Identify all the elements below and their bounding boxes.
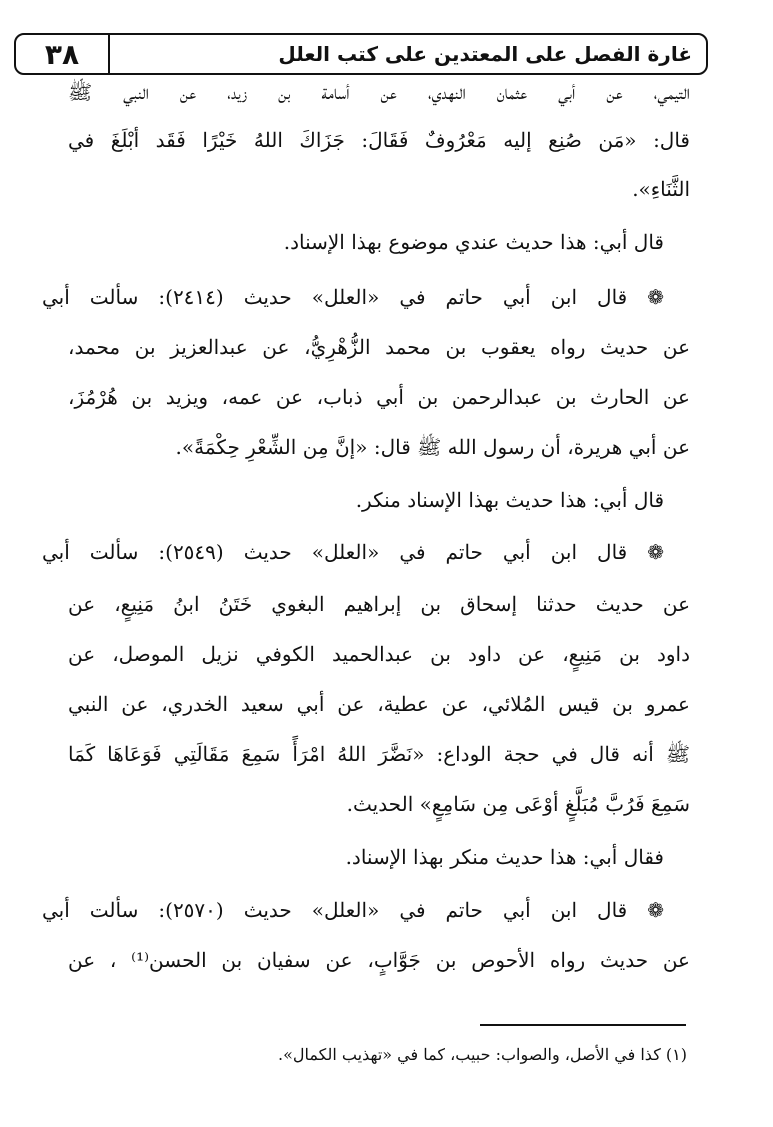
text-line: داود بن مَنِيعٍ، عن داود بن عبدالحميد الكوفي نزيل الموصل، عن xyxy=(68,642,690,666)
footnote-text: كذا في الأصل، والصواب: حبيب، كما في «تهذيب الكمال». xyxy=(278,1045,661,1064)
text-line: عن حديث رواه الأحوص بن جَوَّابٍ، عن سفيان بن الحسن⁽¹⁾ ، عن xyxy=(68,948,690,972)
text-line: قال أبي: هذا حديث بهذا الإسناد منكر. xyxy=(355,488,664,512)
text-line: قال: «مَن صُنِع إليه مَعْرُوفٌ فَقَالَ: جَزَاكَ اللهُ خَيْرًا فَقَد أبْلَغَ في xyxy=(68,128,690,152)
text-line: عمرو بن قيس المُلائي، عن عطية، عن أبي سعيد الخدري، عن النبي xyxy=(68,692,690,716)
text-line: قال أبي: هذا حديث عندي موضوع بهذا الإسناد. xyxy=(283,230,664,254)
running-title: غارة الفصل على المعتدين على كتب العلل xyxy=(278,42,692,66)
text-line: ﷺ أنه قال في حجة الوداع: «نَضَّرَ اللهُ امْرَأً سَمِعَ مَقَالَتِي فَوَعَاهَا كَمَا xyxy=(68,742,690,766)
text-line: الثَّنَاءِ». xyxy=(632,177,690,201)
text-line: سَمِعَ فَرُبَّ مُبَلَّغٍ أوْعَى مِن سَامِعٍ» الحديث. xyxy=(346,792,690,816)
text-line: عن أبي هريرة، أن رسول الله ﷺ قال: «إنَّ مِن الشِّعْرِ حِكْمَةً». xyxy=(175,435,690,459)
text-line: ❁ قال ابن أبي حاتم في «العلل» حديث (٢٤١٤): سألت أبي xyxy=(42,285,664,309)
text-line: ❁ قال ابن أبي حاتم في «العلل» حديث (٢٥٧٠): سألت أبي xyxy=(42,898,664,922)
footnote xyxy=(87,1040,687,1070)
footnote-marker: (١) xyxy=(665,1045,687,1064)
text-line: فقال أبي: هذا حديث منكر بهذا الإسناد. xyxy=(345,845,664,869)
text-line: ❁ قال ابن أبي حاتم في «العلل» حديث (٢٥٤٩): سألت أبي xyxy=(42,540,664,564)
page-number: ٣٨ xyxy=(16,35,110,73)
text-line: عن حديث حدثنا إسحاق بن إبراهيم البغوي خَتَنُ ابنُ مَنِيعٍ، عن xyxy=(68,592,690,616)
text-line: عن حديث رواه يعقوب بن محمد الزُّهْرِيُّ، عن عبدالعزيز بن محمد، xyxy=(68,335,690,359)
text-line: عن الحارث بن عبدالرحمن بن أبي ذباب، عن عمه، ويزيد بن هُرْمُزَ، xyxy=(68,385,690,409)
text-line: التيمي، عن أبي عثمان النهدي، عن أسامة بن زيد، عن النبي ﷺ xyxy=(68,80,690,104)
footnote-separator xyxy=(480,1024,686,1026)
